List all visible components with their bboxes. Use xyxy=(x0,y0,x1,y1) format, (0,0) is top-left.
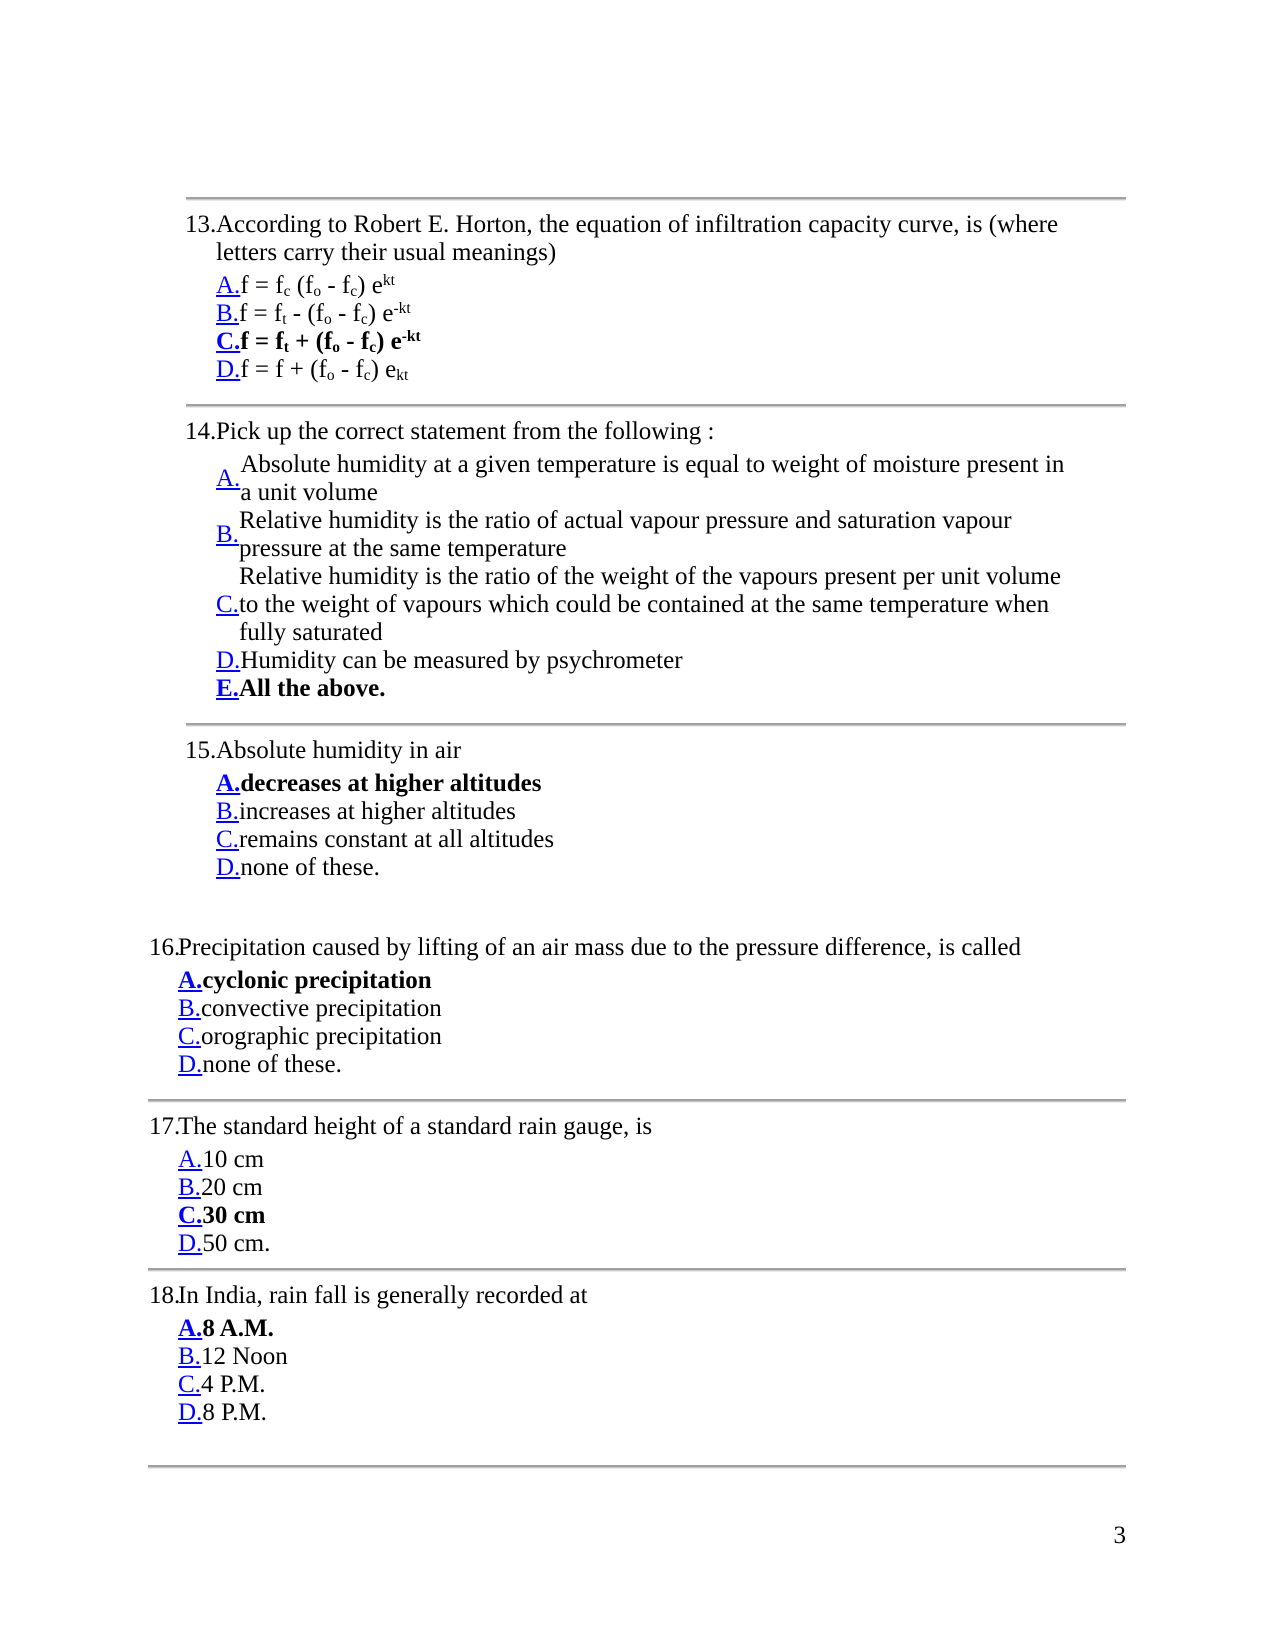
option-15-D xyxy=(216,854,554,882)
option-17-D xyxy=(178,1230,652,1258)
option-17-A-text: 10 cm xyxy=(202,1146,265,1173)
option-15-C-letter[interactable]: C. xyxy=(216,826,239,853)
question-13 xyxy=(0,201,1275,404)
formula-segment: f = f xyxy=(238,300,283,327)
option-16-C-text: orographic precipitation xyxy=(200,1023,442,1050)
option-16-D-letter[interactable]: D. xyxy=(178,1051,203,1078)
option-17-C xyxy=(178,1202,652,1230)
option-17-A-letter[interactable]: A. xyxy=(178,1146,203,1173)
question-13-number: 13. xyxy=(185,211,217,238)
formula-segment: c xyxy=(350,282,358,300)
formula-segment: t xyxy=(282,310,287,328)
option-17-A xyxy=(178,1146,652,1174)
question-16 xyxy=(0,924,1275,1099)
option-14-C-letter[interactable]: C. xyxy=(216,591,239,618)
question-15-number: 15. xyxy=(185,737,217,764)
option-18-C xyxy=(178,1371,588,1399)
formula-segment: + (f xyxy=(288,328,333,355)
question-15-options xyxy=(216,770,554,882)
option-14-B-text: Relative humidity is the ratio of actual vapour pressure and saturation vapour pressure at the same temperature xyxy=(238,507,1012,562)
option-16-C xyxy=(178,1023,1021,1051)
formula-segment: c xyxy=(360,310,368,328)
question-18-title: In India, rain fall is generally recorded at xyxy=(178,1282,588,1309)
question-18-number: 18. xyxy=(149,1282,181,1309)
formula-segment: kt xyxy=(396,366,409,384)
option-18-D-text: 8 P.M. xyxy=(202,1399,267,1426)
option-14-C-text: Relative humidity is the ratio of the weight of the vapours present per unit volume to the weight of vapours which could be contained at the same temperature when fully saturated xyxy=(238,563,1061,646)
formula-segment: o xyxy=(313,282,322,300)
option-17-B xyxy=(178,1174,652,1202)
blank-gap xyxy=(0,902,1275,924)
option-16-A-text: cyclonic precipitation xyxy=(202,967,432,994)
separator-rule xyxy=(148,1465,1126,1469)
option-17-D-letter[interactable]: D. xyxy=(178,1230,203,1257)
option-14-D-text: Humidity can be measured by psychrometer xyxy=(240,647,683,674)
option-18-C-text: 4 P.M. xyxy=(200,1371,266,1398)
option-17-C-text: 30 cm xyxy=(202,1202,266,1229)
formula-segment: - f xyxy=(334,356,364,383)
question-14-options xyxy=(216,451,1075,703)
formula-segment: -kt xyxy=(401,328,421,346)
option-14-B-letter[interactable]: B. xyxy=(216,521,239,548)
option-18-D-letter[interactable]: D. xyxy=(178,1399,203,1426)
option-16-B-letter[interactable]: B. xyxy=(178,995,201,1022)
option-15-A-letter[interactable]: A. xyxy=(216,770,241,797)
page-footer xyxy=(0,1522,1275,1550)
option-13-C xyxy=(216,328,1096,356)
option-15-D-letter[interactable]: D. xyxy=(216,854,241,881)
option-13-A-letter[interactable]: A. xyxy=(216,272,241,299)
formula-segment: ) e xyxy=(370,356,397,383)
option-18-A-text: 8 A.M. xyxy=(202,1315,274,1342)
formula-segment: o xyxy=(326,366,335,384)
option-16-D-text: none of these. xyxy=(202,1051,342,1078)
page-number: 3 xyxy=(1113,1522,1126,1549)
option-18-C-letter[interactable]: C. xyxy=(178,1371,201,1398)
option-13-B xyxy=(216,300,1096,328)
option-15-A xyxy=(216,770,554,798)
option-15-A-text: decreases at higher altitudes xyxy=(240,770,542,797)
question-17-number: 17. xyxy=(149,1113,181,1140)
question-17 xyxy=(0,1103,1275,1268)
formula-segment: o xyxy=(323,310,332,328)
option-14-A-letter[interactable]: A. xyxy=(216,465,241,492)
formula-segment: f = f xyxy=(240,328,284,355)
option-15-B-letter[interactable]: B. xyxy=(216,798,239,825)
option-18-A-letter[interactable]: A. xyxy=(178,1315,203,1342)
option-18-B-letter[interactable]: B. xyxy=(178,1343,201,1370)
option-13-C-text xyxy=(240,328,420,356)
question-14-title: Pick up the correct statement from the following : xyxy=(216,418,715,445)
question-18 xyxy=(0,1272,1275,1465)
formula-segment: ) e xyxy=(376,328,402,355)
option-15-B-text: increases at higher altitudes xyxy=(238,798,516,825)
question-16-number: 16. xyxy=(149,934,181,961)
formula-segment: ) e xyxy=(367,300,394,327)
option-15-C xyxy=(216,826,554,854)
question-18-options xyxy=(178,1315,588,1427)
option-18-A xyxy=(178,1315,588,1343)
option-16-C-letter[interactable]: C. xyxy=(178,1023,201,1050)
option-17-B-letter[interactable]: B. xyxy=(178,1174,201,1201)
option-13-C-letter[interactable]: C. xyxy=(216,328,241,355)
option-14-A xyxy=(216,451,1075,507)
formula-segment: - (f xyxy=(286,300,324,327)
formula-segment: - f xyxy=(340,328,370,355)
option-17-C-letter[interactable]: C. xyxy=(178,1202,203,1229)
formula-segment: - f xyxy=(331,300,361,327)
question-16-options xyxy=(178,967,1021,1079)
question-17-options xyxy=(178,1146,652,1258)
option-14-C xyxy=(216,563,1075,647)
formula-segment: -kt xyxy=(393,300,411,318)
formula-segment: t xyxy=(283,338,289,356)
formula-segment: ) e xyxy=(357,272,383,299)
option-18-D xyxy=(178,1399,588,1427)
formula-segment: o xyxy=(332,338,341,356)
option-16-D xyxy=(178,1051,1021,1079)
option-13-B-letter[interactable]: B. xyxy=(216,300,239,327)
option-15-C-text: remains constant at all altitudes xyxy=(238,826,555,853)
option-13-D-letter[interactable]: D. xyxy=(216,356,241,383)
formula-segment: f = f xyxy=(240,272,284,299)
option-14-E-text: All the above. xyxy=(238,675,386,702)
formula-segment: kt xyxy=(382,272,395,290)
option-13-B-text xyxy=(239,300,411,328)
question-13-options xyxy=(216,272,1096,384)
question-17-title: The standard height of a standard rain gauge, is xyxy=(178,1113,653,1140)
option-17-D-text: 50 cm. xyxy=(202,1230,271,1257)
question-14 xyxy=(0,408,1275,723)
option-16-B-text: convective precipitation xyxy=(200,995,442,1022)
option-14-D xyxy=(216,647,1075,675)
option-14-D-letter[interactable]: D. xyxy=(216,647,241,674)
question-15-title: Absolute humidity in air xyxy=(216,737,462,764)
option-15-B xyxy=(216,798,554,826)
formula-segment: c xyxy=(369,338,377,356)
option-15-D-text: none of these. xyxy=(240,854,380,881)
question-15 xyxy=(0,727,1275,902)
option-16-A-letter[interactable]: A. xyxy=(178,967,203,994)
question-13-title: According to Robert E. Horton, the equation of infiltration capacity curve, is (where letters carry their usual meanings) xyxy=(216,211,1059,266)
option-16-B xyxy=(178,995,1021,1023)
question-14-number: 14. xyxy=(185,418,217,445)
option-13-D xyxy=(216,356,1096,384)
option-14-A-text: Absolute humidity at a given temperature is equal to weight of moisture present in a unit volume xyxy=(240,451,1065,506)
formula-segment: (f xyxy=(290,272,314,299)
option-13-A-text xyxy=(240,272,395,300)
option-14-E xyxy=(216,675,1075,703)
formula-segment: c xyxy=(283,282,291,300)
question-16-title: Precipitation caused by lifting of an air mass due to the pressure difference, is called xyxy=(178,934,1022,961)
option-14-B xyxy=(216,507,1075,563)
option-18-B-text: 12 Noon xyxy=(200,1343,288,1370)
formula-segment: - f xyxy=(321,272,351,299)
option-13-D-text xyxy=(240,356,408,384)
option-18-B xyxy=(178,1343,588,1371)
formula-segment: f = f + (f xyxy=(240,356,327,383)
option-16-A xyxy=(178,967,1021,995)
option-13-A xyxy=(216,272,1096,300)
option-17-B-text: 20 cm xyxy=(200,1174,263,1201)
option-14-E-letter[interactable]: E. xyxy=(216,675,239,702)
formula-segment: c xyxy=(363,366,371,384)
